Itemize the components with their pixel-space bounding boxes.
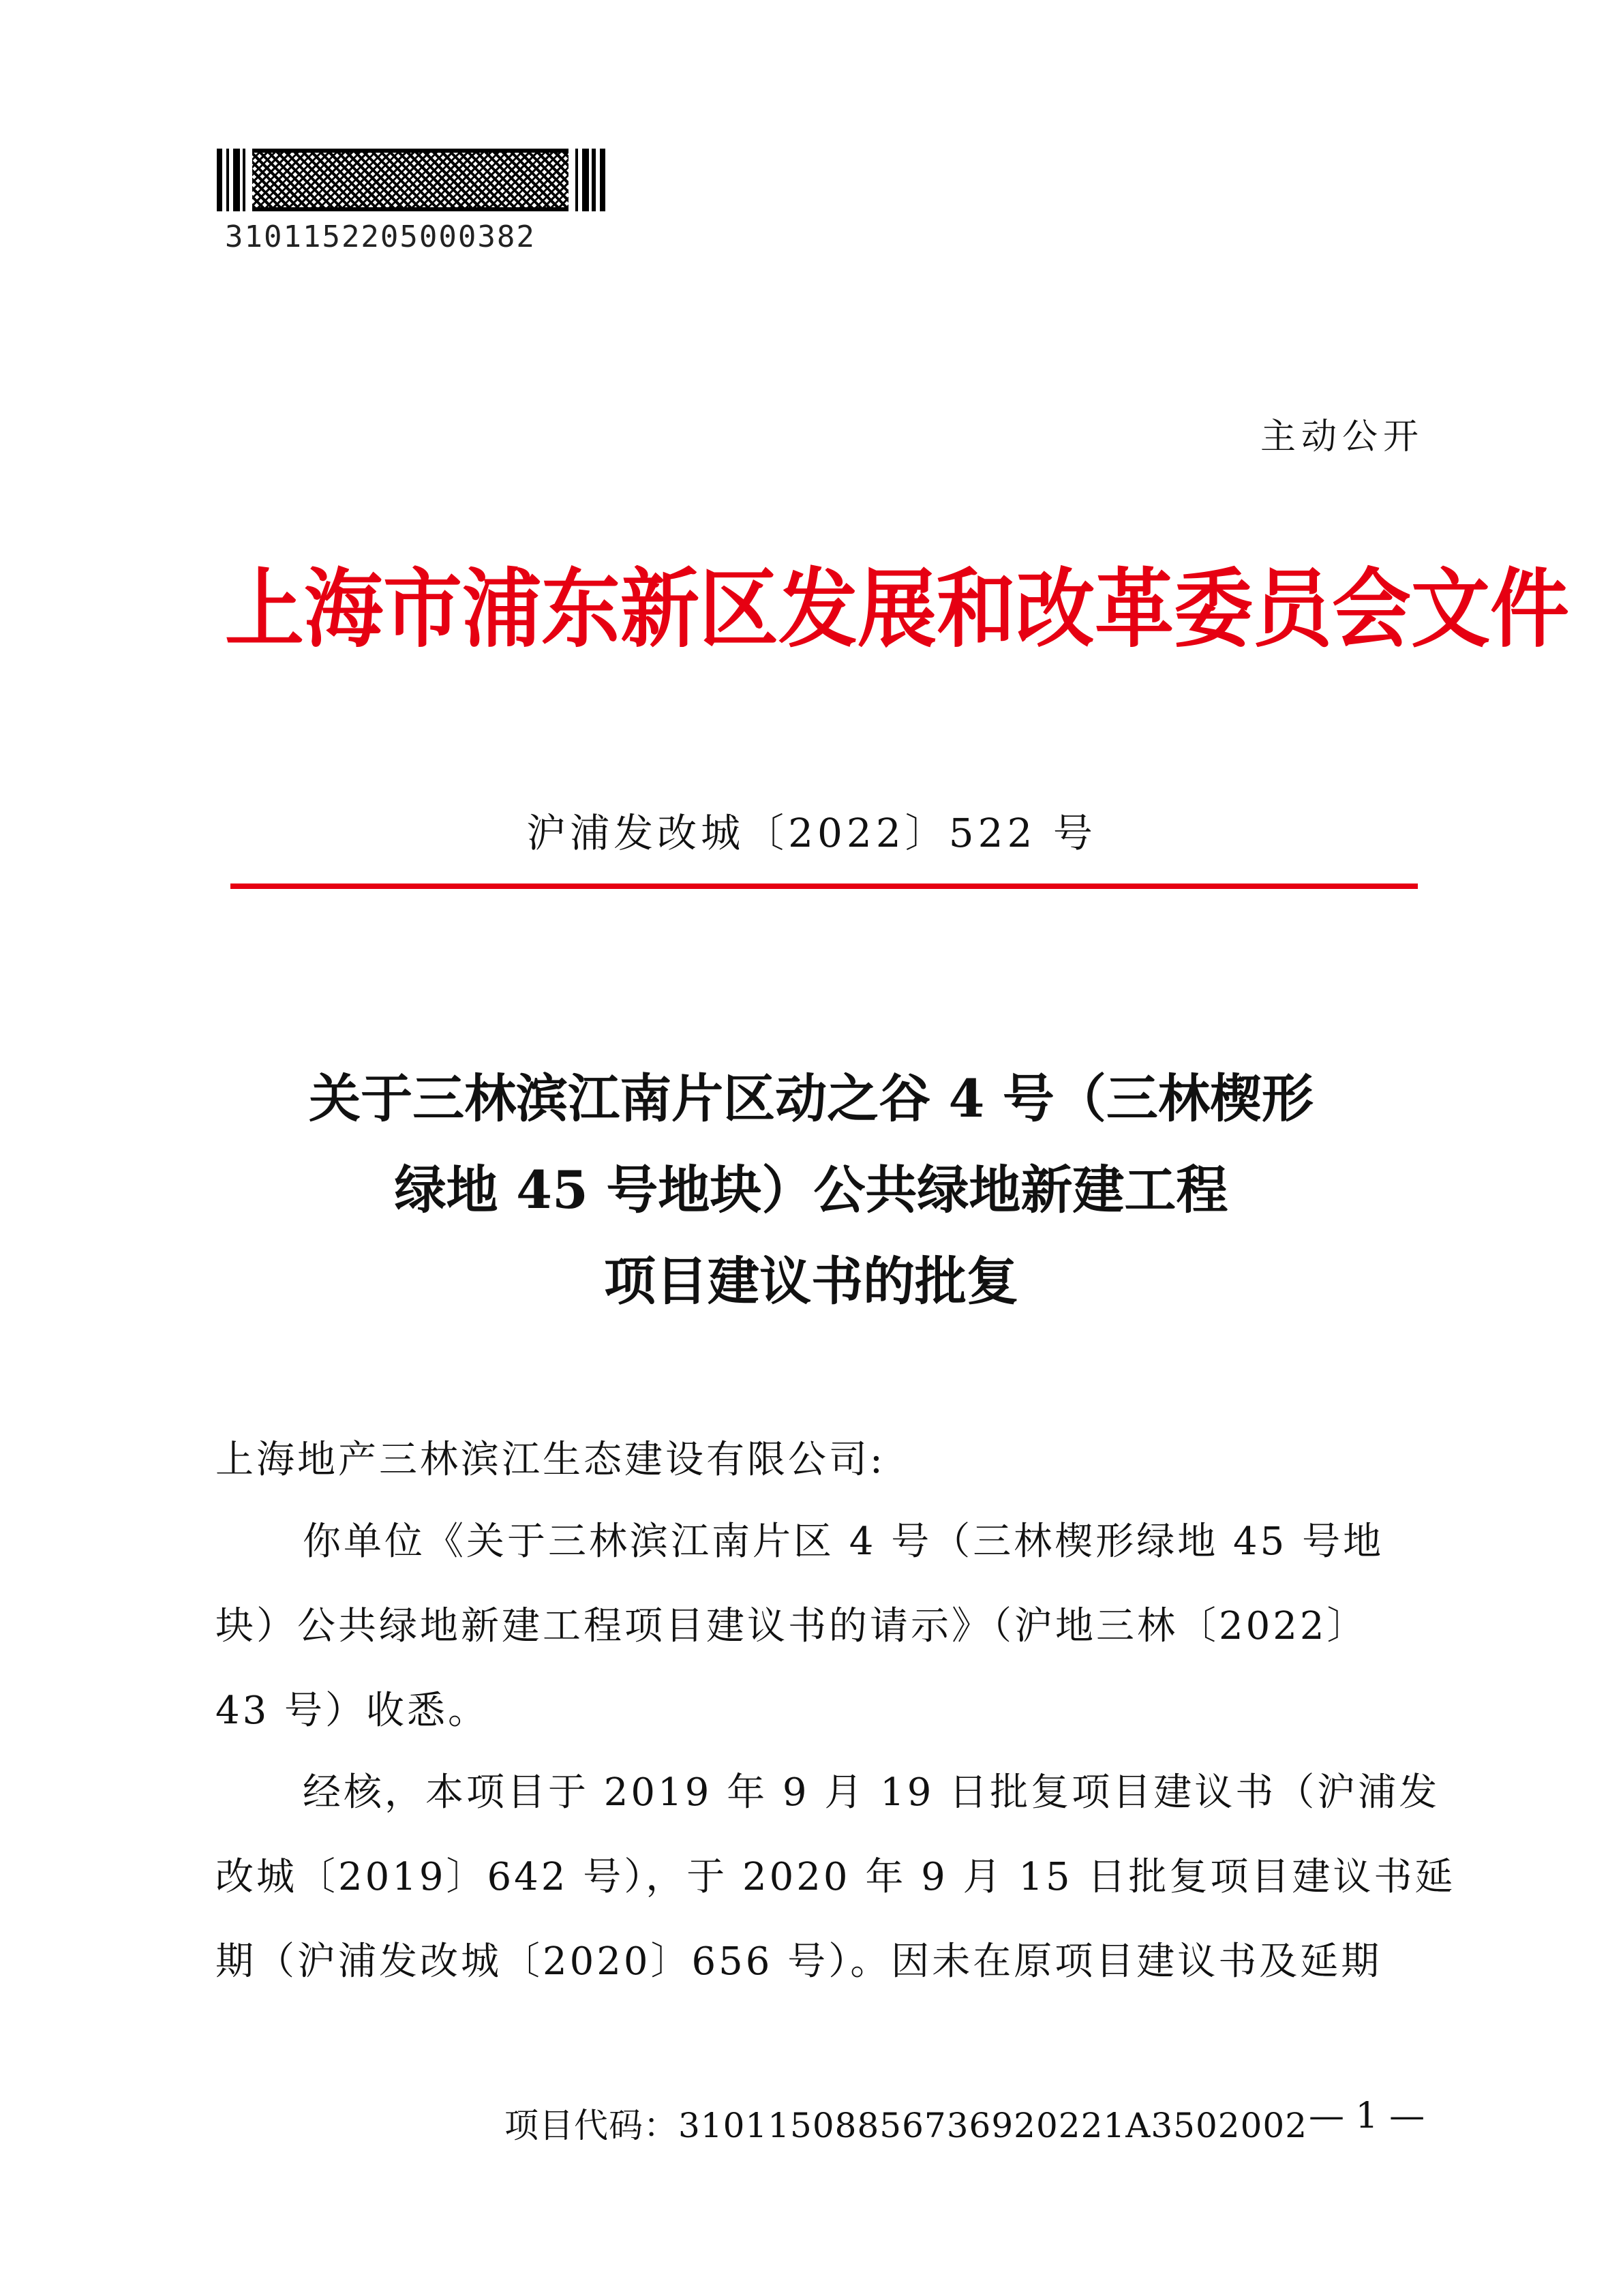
project-code: 项目代码：31011508856736920221A3502002 [504,2106,1308,2145]
paragraph-1-line-1: 你单位《关于三林滨江南片区 4 号（三林楔形绿地 45 号地 [303,1520,1384,1564]
paragraph-1-line-2: 块）公共绿地新建工程项目建议书的请示》（沪地三林〔2022〕 [215,1604,1368,1648]
paragraph-2 [215,1751,1456,2004]
barcode-matrix [252,149,568,211]
recipient: 上海地产三林滨江生态建设有限公司: [215,1438,885,1482]
paragraph-2-line-3: 期（沪浦发改城〔2020〕656 号）。因未在原项目建议书及延期 [215,1939,1382,1984]
barcode-right-bars [575,149,605,211]
disclosure-label: 主动公开 [1260,417,1424,457]
page-number: — 1 — [1309,2096,1425,2136]
document-number: 沪浦发改城〔2022〕522 号 [526,810,1097,856]
paragraph-1 [215,1500,1422,1753]
paragraph-2-line-1: 经核，本项目于 2019 年 9 月 19 日批复项目建议书（沪浦发 [303,1770,1440,1815]
barcode-number: 310115220500038​2 [225,220,536,254]
subject-line-1: 关于三林滨江南片区动之谷 4 号（三林楔形 [309,1068,1314,1129]
red-divider-line [230,883,1418,889]
subject-line-3: 项目建议书的批复 [604,1251,1018,1312]
issuing-organization-title: 上海市浦东新区发展和改革委员会文件 [225,559,1569,660]
paragraph-2-line-2: 改城〔2019〕642 号），于 2020 年 9 月 15 日批复项目建议书延 [215,1855,1456,1899]
barcode [217,149,605,211]
document-subject [204,1053,1418,1327]
barcode-left-bars [217,149,245,211]
subject-line-2: 绿地 45 号地块）公共绿地新建工程 [394,1160,1228,1220]
paragraph-1-line-3: 43 号）收悉。 [215,1689,489,1733]
